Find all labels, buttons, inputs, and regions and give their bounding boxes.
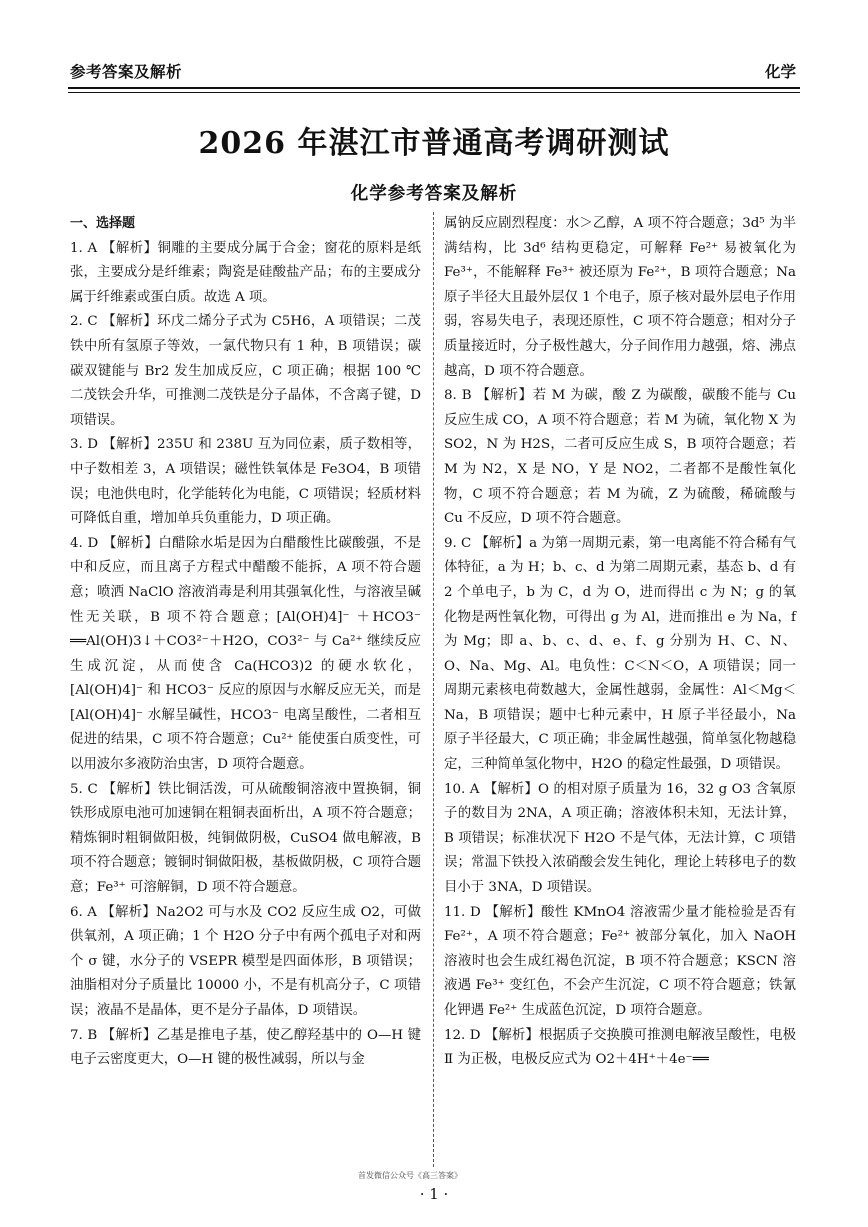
section-heading: 一、选择题: [70, 216, 136, 231]
column-divider: [433, 212, 434, 1167]
answer-item: 10. A 【解析】O 的相对原子质量为 16，32 g O3 含氧原子的数目为 2NA，A 项正确；溶液体积未知，无法计算，B 项错误；标准状况下 H2O 不是气体，无法计算，C 项错误；常温下铁投入浓硝酸会发生钝化，理论上转移电子的数目小于 3NA，D 项错误。: [444, 781, 796, 896]
answer-item: 11. D 【解析】酸性 KMnO4 溶液需少量才能检验是否有 Fe²⁺，A 项不符合题意；Fe²⁺ 被部分氧化，加入 NaOH 溶液时也会生成红褐色沉淀，B 项不符合题意；KSCN 溶液遇 Fe³⁺ 变红色，不会产生沉淀，C 项不符合题意；铁氰化钾遇 Fe²⁺ 生成蓝色沉淀，D 项符合题意。: [444, 904, 796, 1018]
left-column: [70, 212, 421, 1073]
document-subtitle: 化学参考答案及解析: [350, 184, 518, 204]
page-header: [68, 56, 800, 88]
answer-item: 4. D 【解析】白醋除水垢是因为白醋酸性比碳酸强，不是中和反应，而且离子方程式中醋酸不能拆，A 项不符合题意；喷洒 NaClO 溶液消毒是利用其强氧化性，与溶液呈碱性无关联，B 项不符合题意；[Al(OH)4]⁻ ＋HCO3⁻ ══Al(OH)3↓＋CO3²⁻＋H2O，CO3²⁻ 与 Ca²⁺ 继续反应生成沉淀，从而使含 Ca(HCO3)2 的硬水软化，[Al(OH)4]⁻ 和 HCO3⁻ 反应的原因与水解反应无关，而是[Al(OH)4]⁻ 水解呈碱性，HCO3⁻ 电离呈酸性，二者相互促进的结果，C 项不符合题意；Cu²⁺ 能使蛋白质变性，可以用波尔多液防治虫害，D 项符合题意。: [70, 535, 421, 773]
header-left-label: 参考答案及解析: [70, 63, 183, 81]
answer-item: 2. C 【解析】环戊二烯分子式为 C5H6，A 项错误；二茂铁中所有氢原子等效，一氯代物只有 1 种，B 项错误；碳碳双键能与 Br2 发生加成反应，C 项正确；根据 100 ℃二茂铁会升华，可推测二茂铁是分子晶体，不含离子键，D 项错误。: [70, 314, 421, 428]
answer-item: 8. B 【解析】若 M 为碳，酸 Z 为碳酸，碳酸不能与 Cu 反应生成 CO，A 项不符合题意；若 M 为硫，氧化物 X 为 SO2，N 为 H2S，二者可反应生成 S，B 项符合题意；若 M 为 N2，X 是 NO，Y 是 NO2，二者都不是酸性氧化物，C 项不符合题意；若 M 为硫，Z 为硫酸，稀硫酸与 Cu 不反应，D 项不符合题意。: [444, 388, 796, 527]
page-number: · 1 ·: [419, 1185, 449, 1203]
watermark: 首发微信公众号《高三答案》: [358, 1171, 462, 1180]
right-column: [444, 212, 796, 1073]
header-rule-thin: [68, 92, 800, 93]
answer-item: 5. C 【解析】铁比铜活泼，可从硫酸铜溶液中置换铜，铜铁形成原电池可加速铜在粗铜表面析出，A 项不符合题意；精炼铜时粗铜做阳极，纯铜做阴极，CuSO4 做电解液，B 项不符合题意；镀铜时铜做阳极，基板做阴极，C 项符合题意；Fe³⁺ 可溶解铜，D 项不符合题意。: [70, 781, 421, 896]
answer-item: 3. D 【解析】235U 和 238U 互为同位素，质子数相等，中子数相差 3，A 项错误；磁性铁氧体是 Fe3O4，B 项错误；电池供电时，化学能转化为电能，C 项错误；轻质材料可降低自重，增加单兵负重能力，D 项正确。: [70, 437, 421, 527]
document-title: 2026 年湛江市普通高考调研测试: [198, 126, 670, 161]
answer-item: 6. A 【解析】Na2O2 可与水及 CO2 反应生成 O2，可做供氧剂，A 项正确；1 个 H2O 分子中有两个孤电子对和两个 σ 键，水分子的 VSEPR 模型是四面体形，B 项错误；油脂相对分子质量比 10000 小，不是有机高分子，C 项错误；液晶不是晶体，更不是分子晶体，D 项错误。: [70, 904, 421, 1018]
header-rule-thick: [68, 87, 800, 89]
answer-item: 属钠反应剧烈程度：水＞乙醇，A 项不符合题意；3d⁵ 为半满结构，比 3d⁶ 结构更稳定，可解释 Fe²⁺ 易被氧化为 Fe³⁺，不能解释 Fe³⁺ 被还原为 Fe²⁺，B 项符合题意；Na 原子半径大且最外层仅 1 个电子，原子核对最外层电子作用弱，容易失电子，表现还原性，C 项不符合题意；相对分子质量接近时，分子极性越大，分子间作用力越强，熔、沸点越高，D 项不符合题意。: [444, 216, 796, 379]
answer-item: 12. D 【解析】根据质子交换膜可推测电解液呈酸性，电极 Ⅱ 为正极，电极反应式为 O2＋4H⁺＋4e⁻══: [444, 1027, 796, 1068]
answer-item: 7. B 【解析】乙基是推电子基，使乙醇羟基中的 O—H 键电子云密度更大，O—H 键的极性减弱，所以与金: [70, 1027, 421, 1068]
header-subject-label: 化学: [764, 63, 796, 81]
answer-item: 9. C 【解析】a 为第一周期元素，第一电离能不符合稀有气体特征，a 为 H；b、c、d 为第二周期元素，基态 b、d 有 2 个单电子，b 为 C，d 为 O，进而得出 c 为 N；g 的氧化物是两性氧化物，可得出 g 为 Al，进而推出 e 为 Na，f 为 Mg；即 a、b、c、d、e、f、g 分别为 H、C、N、O、Na、Mg、Al。电负性：C＜N＜O，A 项错误；同一周期元素核电荷数越大，金属性越弱，金属性：Al＜Mg＜Na，B 项错误；题中七种元素中，H 原子半径最小，Na 原子半径最大，C 项正确；非金属性越强，简单氢化物越稳定，三种简单氢化物中，H2O 的稳定性最强，D 项错误。: [444, 535, 796, 773]
answer-item: 1. A 【解析】铜雕的主要成分属于合金；窗花的原料是纸张，主要成分是纤维素；陶瓷是硅酸盐产品；布的主要成分属于纤维素或蛋白质。故选 A 项。: [70, 240, 421, 305]
